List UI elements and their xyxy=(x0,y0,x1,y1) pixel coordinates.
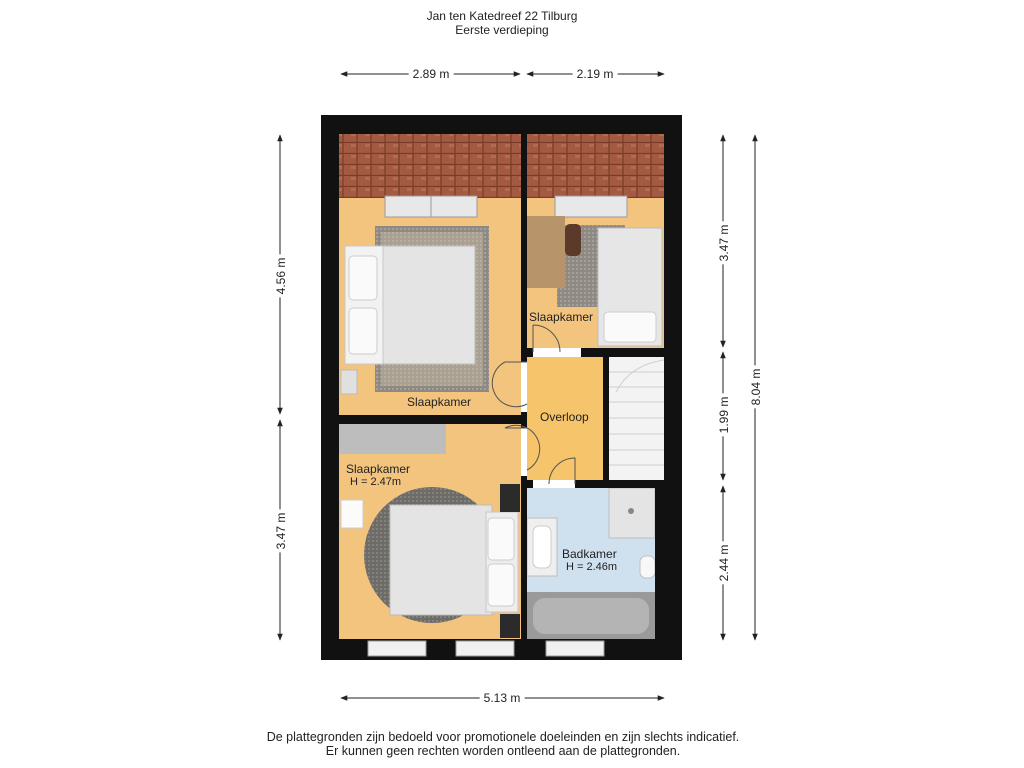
toilet xyxy=(640,556,655,578)
double-bed xyxy=(390,505,492,615)
roof-tiles-left xyxy=(339,134,521,198)
roof-tiles-right xyxy=(527,134,664,198)
disclaimer-line-1: De plattegronden zijn bedoeld voor promotionele doeleinden en zijn slechts indicatief. xyxy=(266,730,740,744)
wardrobe xyxy=(339,424,446,454)
dimension-right-middle: 1.99 m xyxy=(717,394,731,437)
dimension-right-upper: 3.47 m xyxy=(717,222,731,265)
room-label-lower-bedroom: Slaapkamer xyxy=(346,462,411,476)
plan-address: Jan ten Katedreef 22 Tilburg xyxy=(426,9,578,23)
room-label-main-bedroom: Slaapkamer xyxy=(407,395,472,409)
dimension-left-lower: 3.47 m xyxy=(274,510,288,553)
disclaimer-line-2: Er kunnen geen rechten worden ontleend aan de plattegronden. xyxy=(325,744,681,758)
plan-floor-name: Eerste verdieping xyxy=(455,23,549,37)
room-label-small-bedroom: Slaapkamer xyxy=(529,310,594,324)
dimension-bottom: 5.13 m xyxy=(480,691,525,705)
dimension-top-right: 2.19 m xyxy=(573,67,618,81)
room-height-lower-bedroom: H = 2.47m xyxy=(350,476,402,488)
room-label-bathroom: Badkamer xyxy=(562,547,617,561)
dimension-top-left: 2.89 m xyxy=(409,67,454,81)
desk xyxy=(527,216,565,288)
room-height-bathroom: H = 2.46m xyxy=(566,561,618,573)
dimension-left-upper: 4.56 m xyxy=(274,255,288,298)
dimension-right-total: 8.04 m xyxy=(749,366,763,409)
dimension-right-lower: 2.44 m xyxy=(717,542,731,585)
chair xyxy=(565,224,581,256)
room-label-landing: Overloop xyxy=(540,410,589,424)
